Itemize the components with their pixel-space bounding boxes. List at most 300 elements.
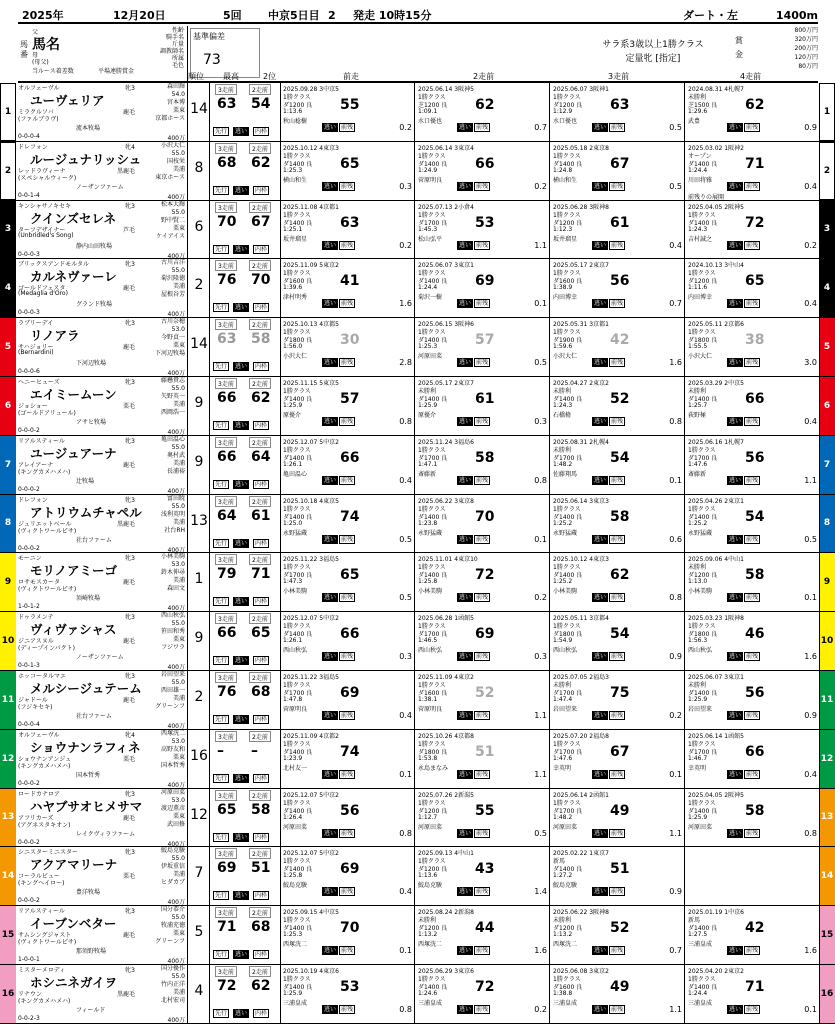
race-jockey: 幸英明 (688, 764, 707, 772)
race-class: 1勝クラス (688, 505, 716, 513)
horse-name: カルネヴァーレ (30, 269, 117, 285)
race-index: 65 (340, 155, 360, 172)
race-class: 1勝クラス (418, 740, 446, 748)
second-value: 65 (251, 625, 271, 642)
pill-label: 逃い (729, 594, 742, 602)
race-pills (727, 241, 761, 250)
race-time: 1:25.8 (418, 578, 438, 586)
pill-label: 逃い (729, 712, 742, 719)
pill-label: 前残 (476, 359, 489, 367)
sire-name: ドレフォン (18, 143, 48, 151)
time-diff: 0.5 (669, 181, 682, 191)
rank-value: 7 (194, 865, 204, 882)
race-pills (592, 241, 626, 250)
time-diff: 1.1 (669, 1005, 682, 1014)
date: 12月20日 (113, 9, 166, 22)
trainer: 野中賢二 (160, 216, 185, 224)
pill-label: 逃い (235, 304, 248, 312)
pill-label: 前残 (341, 947, 354, 955)
sire-name: オルフェーヴル (18, 85, 60, 92)
past-race-4 (687, 671, 820, 729)
time-diff: 0.8 (669, 593, 682, 603)
kinryo: 55.0 (171, 208, 185, 216)
race-course: ダ1200 良 (283, 102, 313, 109)
pill-label: 逃い (235, 539, 248, 547)
pill-label: 逃い (594, 829, 607, 837)
race-jockey: 坂井瑠星 (283, 235, 308, 243)
race-course: ダ1400 良 (553, 866, 583, 874)
race-header: 2025.06.22 3阪神8 (553, 909, 609, 917)
coat-color: 鹿毛 (122, 344, 135, 352)
race-class: 1勝クラス (688, 740, 716, 748)
race-pills (457, 299, 491, 308)
best-value: 72 (217, 978, 237, 994)
pill-label: 先行 (215, 363, 228, 371)
race-course: ダ1400 良 (283, 454, 313, 462)
race-index: 56 (745, 449, 765, 466)
race-pills (457, 652, 491, 661)
pill-label: 前残 (746, 359, 759, 367)
horse-name: アクアマリーナ (30, 857, 118, 873)
race-time: 1:38.9 (553, 284, 573, 292)
pill-label: 逃い (324, 712, 337, 719)
pill-label: 前残 (746, 653, 759, 661)
past-race-1 (282, 377, 415, 435)
record: 0-0-2-3 (18, 1015, 40, 1022)
race-pills (322, 711, 356, 720)
pill-label: 前残 (746, 947, 759, 955)
record: 0-0-0-2 (18, 897, 40, 905)
owner-name: 屋根谷芳 (160, 291, 185, 299)
col-name: 所属 (171, 55, 184, 62)
distance: 1400m (775, 8, 818, 22)
race-header: 2025.05.11 3京都4 (553, 615, 609, 623)
horse-prize: 400万 (167, 723, 185, 730)
sex-age: 牝3 (125, 496, 135, 504)
race-class: 未勝利 (418, 388, 437, 395)
horse-name: ユーヴェリア (30, 93, 105, 108)
pill-label: 内枠 (255, 716, 268, 723)
pill-label: 逃い (594, 418, 607, 425)
time-diff: 0.2 (534, 593, 547, 603)
pill-label: 前残 (746, 124, 759, 131)
horse-prize: 400万 (167, 370, 185, 378)
race-header: 2025.11.15 5東京5 (283, 380, 339, 387)
race-header: 2025.09.13 4中山1 (418, 850, 474, 858)
past-race-3 (552, 318, 685, 376)
right-info (135, 671, 185, 711)
dam-sire-name: (スペシャルウィーク) (18, 174, 77, 182)
uma-mei-label: 馬名 (32, 37, 60, 53)
race-index: 71 (745, 155, 765, 172)
dam-name: サムシングジャスト (18, 932, 72, 940)
record: 0-0-0-4 (18, 721, 40, 728)
race-index: 51 (610, 861, 630, 878)
sire-name: シニスターミニスター (18, 849, 79, 857)
race-pills (322, 770, 356, 779)
race-pills (322, 593, 356, 602)
race-time: 1:25.2 (553, 578, 573, 586)
race-time: 1:24.3 (553, 402, 573, 409)
pill-label: 前残 (341, 241, 354, 249)
right-info (135, 83, 185, 123)
race-time: 1:25.9 (418, 402, 438, 409)
pill-label: 逃い (594, 888, 607, 896)
time-diff: 0.3 (534, 652, 547, 662)
race-course: ダ1200 良 (418, 866, 448, 874)
pill-label: 逃い (594, 594, 607, 602)
past-race-4 (687, 377, 820, 435)
past-race-1 (282, 436, 415, 494)
two-tag: 2走前 (249, 907, 271, 918)
race-pills (727, 946, 761, 955)
two-tag: 2走前 (249, 672, 271, 683)
sire-name: モーニン (18, 555, 42, 563)
pill-label: 前残 (611, 770, 624, 778)
race-course: ダ1600 良 (283, 278, 313, 286)
race-time: 1:45.3 (418, 225, 438, 233)
race-header: 2025.04.05 2阪神5 (688, 791, 744, 799)
pill-label: 前残 (611, 241, 624, 249)
race-time: 1:47.3 (283, 578, 303, 586)
time-diff: 0.5 (534, 828, 547, 838)
class-line1: サラ系3歳以上1勝クラス (602, 40, 704, 50)
stable: 美浦 (172, 165, 185, 173)
race-index: 55 (475, 802, 495, 819)
pill-label: 逃い (459, 770, 472, 778)
race-class: 1勝クラス (418, 623, 446, 631)
race-index: 67 (610, 155, 630, 172)
two-tag: 2走前 (249, 966, 271, 977)
race-time: 1:11.6 (688, 284, 708, 292)
dam-sire-name: (キングカメハメハ) (18, 762, 71, 770)
horse-prize: 400万 (167, 546, 185, 554)
time-diff: 1.1 (669, 828, 682, 838)
race-jockey: 坂井瑠星 (553, 235, 578, 243)
sex-age: 牝3 (125, 379, 135, 386)
past-race-3 (552, 847, 685, 905)
race-index: 75 (610, 685, 630, 701)
race-index: 74 (340, 743, 360, 760)
race-pills (727, 652, 761, 661)
horse-info (16, 318, 188, 376)
race-jockey: 岩田望来 (553, 706, 578, 713)
prize-5: 80万円 (798, 63, 818, 70)
pill-label: 先行 (215, 657, 228, 665)
race-course: ダ1800 良 (688, 631, 718, 639)
pill-label: 逃い (729, 124, 742, 131)
past-race-1 (282, 847, 415, 905)
past-race-2 (417, 612, 550, 670)
race-header: 2025.06.29 3東京6 (418, 968, 474, 975)
race-jockey: 三浦皇成 (418, 1000, 443, 1007)
hi-tag: 3走前 (215, 907, 237, 918)
race-time: 1:24.6 (418, 990, 438, 997)
hi-tag: 3走前 (215, 672, 237, 683)
race-header: 2025.05.18 2東京8 (553, 144, 609, 152)
time-diff: 0.5 (399, 593, 412, 603)
place: 中京5日目 (268, 9, 320, 22)
trainer: 今野貞一 (160, 334, 185, 342)
time-diff: 0.2 (399, 240, 412, 250)
past-race-4 (687, 847, 820, 905)
time-diff: 0.1 (399, 946, 412, 956)
race-course: ダ1400 良 (283, 160, 313, 168)
pill-label: 前残 (611, 947, 624, 955)
past-race-3 (552, 553, 685, 611)
time-diff: 0.8 (534, 475, 547, 485)
race-class: 1勝クラス (418, 94, 446, 101)
race-course: ダ1400 良 (418, 278, 448, 286)
jockey: 岩田望来 (160, 671, 185, 678)
best-value: 64 (217, 507, 237, 524)
race-jockey: 内田博幸 (553, 294, 578, 302)
race-jockey: 西塚洸二 (553, 941, 578, 949)
rank-cell (188, 436, 210, 494)
race-header: 2025.11.22 3福島5 (283, 556, 339, 564)
two-tag: 2走前 (249, 790, 271, 801)
race-course: ダ1700 良 (553, 748, 583, 756)
pill-label: 内枠 (255, 422, 268, 429)
race-course: ダ1700 良 (553, 690, 583, 697)
race-jockey: 鮫島克駿 (553, 882, 578, 890)
race-time: 1:23.9 (283, 754, 303, 762)
right-info (135, 847, 185, 887)
race-index: 53 (475, 214, 495, 231)
race-pills (457, 182, 491, 191)
horse-info (16, 436, 188, 494)
pill-label: 先行 (215, 422, 228, 429)
pill-label: 先行 (215, 833, 228, 841)
race-course: ダ1700 良 (418, 454, 448, 462)
time-diff: 0.4 (804, 299, 817, 309)
right-info (135, 436, 185, 476)
pill-label: 逃い (235, 422, 248, 429)
coat-color: 鹿毛 (122, 697, 135, 704)
race-time: 1:54.9 (553, 637, 573, 645)
race-header: 2025.06.08 3東京2 (553, 968, 609, 975)
rank-value: 5 (194, 924, 204, 941)
race-class: 未勝利 (553, 446, 572, 454)
pill-label: 前残 (611, 300, 624, 308)
pill-label: 逃い (324, 947, 337, 955)
race-time: 1:39.6 (283, 284, 303, 292)
race-course: ダ1400 良 (553, 160, 583, 168)
past-race-1 (282, 318, 415, 376)
waku-number-right: 4 (819, 259, 835, 317)
race-header: 2025.07.20 2福島8 (553, 732, 609, 740)
horse-name: ホシニネガイヲ (30, 975, 118, 990)
pill-label: 逃い (729, 1006, 742, 1013)
pill-label: 前残 (476, 535, 489, 543)
time-diff: 0.9 (804, 123, 817, 132)
pill-label: 内枠 (255, 951, 268, 959)
sire-name: ドゥラメンテ (18, 614, 54, 622)
two-tag: 2走前 (249, 554, 271, 565)
sire-name: ドレフォン (18, 496, 48, 504)
pill-label: 逃い (459, 124, 472, 131)
kinryo: 55.0 (171, 267, 185, 275)
race-header: 2025.08.24 2新潟8 (418, 909, 474, 917)
race-time: 1:25.3 (418, 343, 438, 351)
race-course: 芝1500 良 (688, 102, 718, 109)
stable: 美浦 (172, 577, 185, 585)
race-index: 66 (745, 743, 765, 760)
waku-number-left: 8 (0, 495, 16, 553)
sire-name: ミスターメロディ (18, 967, 66, 974)
waku-number-right: 11 (819, 671, 835, 729)
time-diff: 0.8 (399, 828, 412, 838)
horse-row (0, 318, 835, 377)
race-time: 1:27.5 (688, 931, 708, 939)
best-index (211, 436, 281, 494)
horse-name: イーブンベター (30, 916, 117, 932)
horse-prize: 400万 (167, 605, 185, 613)
pill-label: 逃い (459, 712, 472, 719)
kai: 5回 (223, 9, 242, 22)
record: 0-0-1-3 (18, 662, 40, 670)
race-jockey: 水口優也 (418, 118, 443, 125)
trainer: 奥村武 (166, 451, 185, 459)
race-pills (727, 1005, 761, 1014)
pill-label: 前残 (341, 888, 354, 896)
race-pills (457, 476, 491, 485)
race-jockey: 佐藤翔馬 (553, 470, 578, 478)
rank-value: 9 (194, 453, 204, 470)
dam-name: ゴールドフェスタ (18, 285, 66, 293)
pill-label: 前残 (341, 1006, 354, 1013)
col-name: 毛色 (171, 62, 184, 69)
horse-info (16, 612, 188, 670)
dam-name: レッドラヴィーナ (18, 167, 66, 175)
stable: 美浦 (172, 283, 185, 291)
race-jockey: 武豊 (688, 118, 701, 125)
race-course: ダ1200 良 (553, 925, 583, 933)
trainer: 高野友和 (160, 745, 185, 753)
horse-info (16, 789, 188, 847)
race-index: 52 (475, 685, 495, 701)
pill-label: 逃い (729, 182, 742, 190)
race-time: 1:23.8 (418, 519, 438, 527)
sex-age: 牝3 (125, 849, 135, 857)
race-time: 1:12.7 (418, 813, 438, 821)
race-pills (727, 711, 761, 720)
past-race-1 (282, 259, 415, 317)
sire-name: ブリックスアンドモルタル (18, 261, 89, 269)
race-pills (592, 535, 626, 544)
race-time: 1:24.4 (688, 166, 708, 174)
dam-sire-name: (キングカメハメハ) (18, 998, 71, 1005)
pill-label: 逃い (594, 947, 607, 955)
breeder-farm: 須崎牧場 (76, 595, 101, 603)
race-header: 2025.06.14 3東京3 (553, 497, 609, 505)
past-race-2 (417, 201, 550, 259)
past-race-2 (417, 906, 550, 964)
race-jockey: 吉村誠之 (688, 235, 713, 243)
race-index: 54 (610, 626, 630, 643)
jockey: 国分恭介 (160, 906, 185, 914)
pill-label: 逃い (235, 716, 248, 723)
past-race-1 (282, 553, 415, 611)
trainer: 国枝栄 (166, 157, 185, 165)
race-jockey: 石橋脩 (553, 412, 572, 419)
time-diff: 1.6 (804, 946, 817, 956)
past-race-2 (417, 730, 550, 788)
kinryo: 55.0 (171, 679, 185, 686)
col-name: 調教師名 (159, 48, 184, 55)
race-class: 1勝クラス (283, 211, 311, 219)
pill-label: 逃い (594, 300, 607, 308)
race-class: 未勝利 (553, 388, 572, 395)
second-value: 58 (251, 801, 271, 818)
race-jockey: 三浦皇成 (553, 1000, 578, 1007)
dam-name: コーラルビュー (18, 873, 60, 881)
race-index: 72 (475, 567, 495, 584)
race-course: ダ1200 良 (688, 278, 718, 286)
race-class: 未勝利 (553, 917, 572, 925)
race-header: 2025.05.17 2東京7 (553, 262, 609, 270)
race-class: 未勝利 (688, 564, 707, 572)
hi-tag: 3走前 (215, 613, 237, 624)
pill-label: 逃い (729, 535, 742, 543)
race-index: 52 (610, 391, 630, 407)
pill-label: 前残 (476, 829, 489, 837)
race-pills (727, 770, 761, 779)
race-pills (592, 770, 626, 779)
race-course: ダ1400 良 (553, 396, 583, 403)
kinryo: 53.0 (171, 737, 185, 745)
owner-name: 社台RH (164, 526, 185, 534)
race-header: 2025.12.07 5中京2 (283, 791, 339, 799)
pill-label: 逃い (594, 124, 607, 131)
race-header: 2025.06.28 3阪神8 (553, 203, 609, 211)
race-class: 1勝クラス (418, 211, 446, 219)
coat-color: 鹿毛 (122, 638, 135, 646)
waku-number-left: 5 (0, 318, 16, 376)
race-pills (322, 123, 356, 132)
time-diff: 1.6 (804, 652, 817, 662)
trainer: 竹内正洋 (160, 981, 185, 988)
race-time: 1:12.9 (553, 108, 573, 115)
race-time: 1:25.9 (688, 813, 708, 821)
waku-number-right: 12 (819, 730, 835, 788)
coat-color: 鹿毛 (122, 285, 135, 293)
race-header: 2025.02.22 1東京7 (553, 850, 609, 858)
race-time: 1:25.9 (688, 696, 708, 703)
race-time: 1:25.9 (283, 990, 303, 997)
pill-label: 逃い (235, 363, 248, 371)
past-race-1 (282, 142, 415, 200)
owner-name: ヒダカブ (160, 879, 185, 887)
race-header: 2025.10.13 4京都5 (283, 321, 339, 329)
waku-number-left: 1 (0, 83, 16, 141)
time-diff: 0.5 (804, 534, 817, 544)
record: 0-0-0-3 (18, 250, 40, 258)
race-jockey: 小林美駒 (688, 588, 713, 596)
two-tag: 2走前 (249, 143, 271, 154)
pill-label: 逃い (729, 476, 742, 484)
col-rank: 順位 (188, 72, 204, 81)
owner-name: 北村宏司 (160, 997, 185, 1004)
best-value: 66 (217, 448, 237, 465)
jockey: 藤懸貴志 (160, 377, 185, 384)
two-tag: 2走前 (249, 613, 271, 624)
coat-color: 鹿毛 (122, 814, 135, 822)
race-class: 未勝利 (553, 682, 572, 689)
race-pills (457, 417, 491, 426)
horse-name: アトリウムチャペル (30, 504, 142, 520)
race-course: ダ1400 良 (283, 631, 313, 639)
